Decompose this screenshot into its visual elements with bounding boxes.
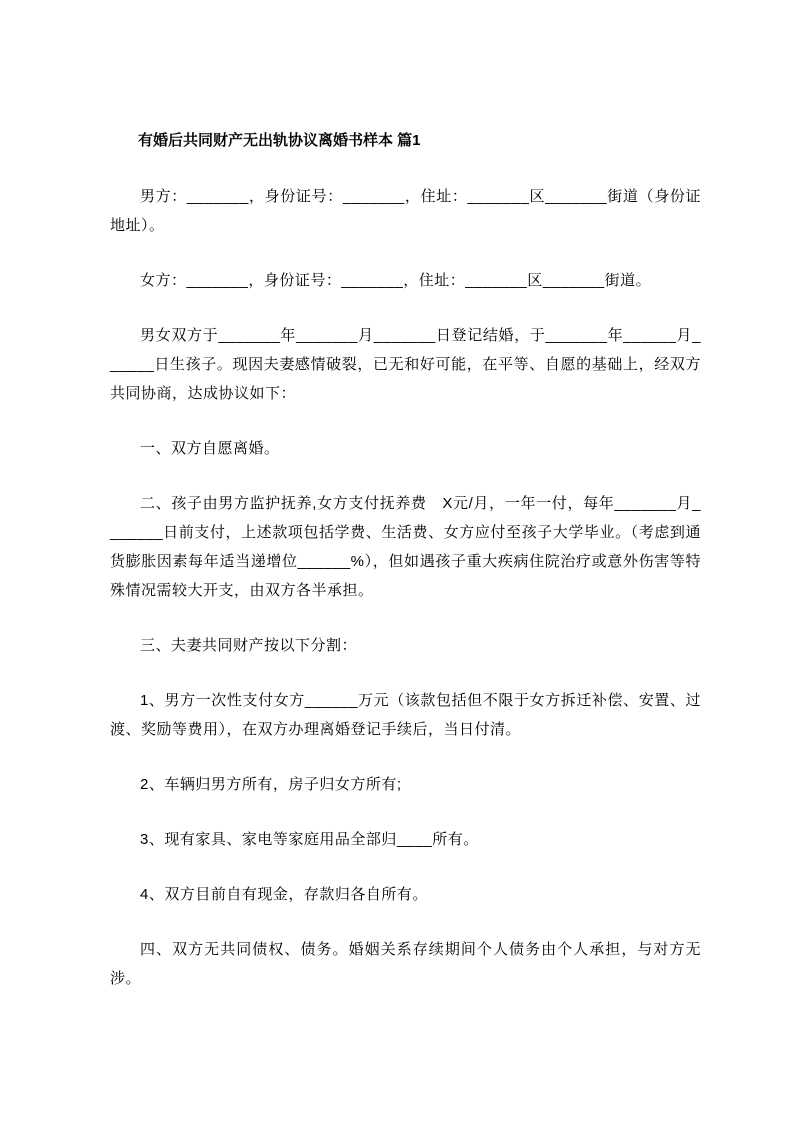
paragraph-property-item-2: 2、车辆归男方所有，房子归女方所有; [140, 776, 402, 793]
paragraph-property-item-4: 4、双方目前自有现金，存款归各自所有。 [140, 886, 428, 903]
paragraph-clause-4-debts: 四、双方无共同债权、债务。婚姻关系存续期间个人债务由个人承担，与对方无涉。 [110, 941, 701, 987]
paragraph-clause-1-divorce: 一、双方自愿离婚。 [140, 440, 280, 457]
paragraph-marriage-intro: 男女双方于_______年_______月_______日登记结婚，于_______年______月______日生孩子。现因夫妻感情破裂，已无和好可能，在平等、自愿的基础上，经双方共同协商，达成协议如下： [110, 327, 701, 402]
paragraph-property-item-3: 3、现有家具、家电等家庭用品全部归____所有。 [140, 831, 479, 848]
paragraph-property-item-1: 1、男方一次性支付女方______万元（该款包括但不限于女方拆迁补偿、安置、过渡、奖励等费用），在双方办理离婚登记手续后，当日付清。 [110, 692, 701, 738]
paragraph-clause-2-custody: 二、孩子由男方监护抚养,女方支付抚养费 X元/月，一年一付，每年_______月_______日前支付，上述款项包括学费、生活费、女方应付至孩子大学毕业。（考虑到通货膨胀因素每年适当递增位______%），但如遇孩子重大疾病住院治疗或意外伤害等特殊情况需较大开支，由双方各半承担。 [110, 495, 701, 599]
paragraph-party-male: 男方：_______，身份证号：_______，住址：_______区_______街道（身份证地址）。 [110, 188, 701, 234]
document-title: 有婚后共同财产无出轨协议离婚书样本 篇1 [138, 132, 421, 149]
paragraph-clause-3-property-heading: 三、夫妻共同财产按以下分割： [140, 637, 358, 654]
paragraph-party-female: 女方：_______，身份证号：_______，住址：_______区_______街道。 [140, 272, 652, 289]
